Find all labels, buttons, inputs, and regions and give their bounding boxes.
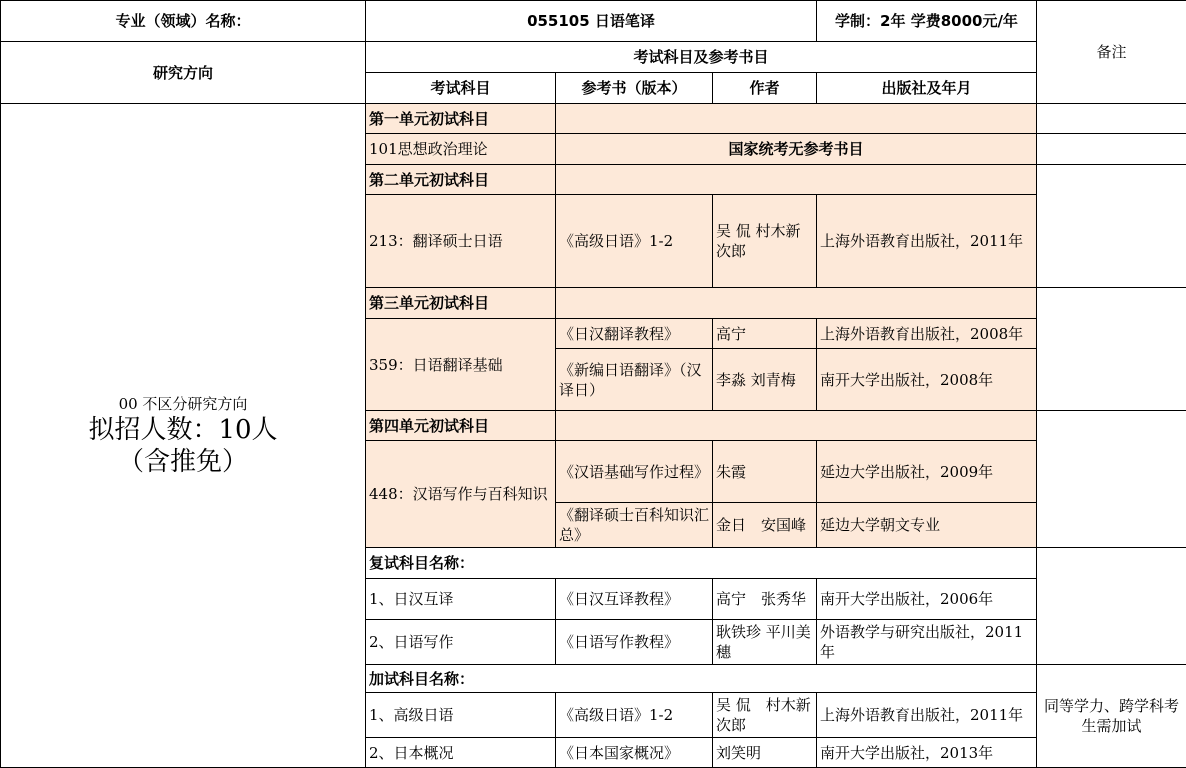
direction-cell: [1, 104, 366, 768]
extra-book-1: 《高级日语》1-2: [556, 693, 713, 738]
extra-remark: 同等学力、跨学科考生需加试: [1037, 665, 1186, 768]
unit3-title: 第三单元初试科目: [366, 288, 556, 319]
unit3-book-1: 《日汉翻译教程》: [556, 319, 713, 349]
unit2-book: 《高级日语》1-2: [556, 195, 713, 288]
unit4-subject: 448：汉语写作与百科知识: [366, 441, 556, 548]
retest-subject-2: 2、日语写作: [366, 620, 556, 665]
unit1-subject: 101思想政治理论: [366, 134, 556, 165]
unit3-title-fill: [556, 288, 1037, 319]
unit1-title-fill: [556, 104, 1037, 134]
unit4-author-2: 金日 安国峰: [713, 503, 817, 548]
retest-publisher-2: 外语教学与研究出版社，2011年: [817, 620, 1037, 665]
unit1-title: 第一单元初试科目: [366, 104, 556, 134]
unit4-publisher-1: 延边大学出版社，2009年: [817, 441, 1037, 503]
remark-cell: [1037, 288, 1186, 411]
unit4-book-2: 《翻译硕士百科知识汇总》: [556, 503, 713, 548]
unit4-book-1: 《汉语基础写作过程》: [556, 441, 713, 503]
retest-subject-1: 1、日汉互译: [366, 579, 556, 620]
extra-subject-2: 2、日本概况: [366, 738, 556, 768]
col-book-header: 参考书（版本）: [556, 73, 713, 104]
remark-cell: [1037, 165, 1186, 288]
unit2-subject: 213：翻译硕士日语: [366, 195, 556, 288]
unit3-publisher-2: 南开大学出版社，2008年: [817, 349, 1037, 411]
retest-publisher-1: 南开大学出版社，2006年: [817, 579, 1037, 620]
remark-header: 备注: [1037, 1, 1186, 104]
retest-author-1: 高宁 张秀华: [713, 579, 817, 620]
remark-cell: [1037, 134, 1186, 165]
retest-book-1: 《日汉互译教程》: [556, 579, 713, 620]
col-subject-header: 考试科目: [366, 73, 556, 104]
extra-title: 加试科目名称：: [366, 665, 1037, 693]
unit3-subject: 359：日语翻译基础: [366, 319, 556, 411]
col-publisher-header: 出版社及年月: [817, 73, 1037, 104]
extra-publisher-1: 上海外语教育出版社，2011年: [817, 693, 1037, 738]
duration-fee: 学制：2年 学费8000元/年: [817, 1, 1037, 42]
exam-subjects-header: 考试科目及参考书目: [366, 42, 1037, 73]
unit4-publisher-2: 延边大学朝文专业: [817, 503, 1037, 548]
retest-book-2: 《日语写作教程》: [556, 620, 713, 665]
major-value: 055105 日语笔译: [366, 1, 817, 42]
unit4-author-1: 朱霞: [713, 441, 817, 503]
unit2-publisher: 上海外语教育出版社，2011年: [817, 195, 1037, 288]
unit1-note: 国家统考无参考书目: [556, 134, 1037, 165]
unit3-publisher-1: 上海外语教育出版社，2008年: [817, 319, 1037, 349]
unit4-title: 第四单元初试科目: [366, 411, 556, 441]
extra-publisher-2: 南开大学出版社，2013年: [817, 738, 1037, 768]
col-author-header: 作者: [713, 73, 817, 104]
retest-author-2: 耿铁珍 平川美穗: [713, 620, 817, 665]
extra-author-1: 吴 侃 村木新次郎: [713, 693, 817, 738]
unit3-author-1: 高宁: [713, 319, 817, 349]
extra-subject-1: 1、高级日语: [366, 693, 556, 738]
remark-cell: [1037, 548, 1186, 665]
major-label: 专业（领域）名称：: [1, 1, 366, 42]
remark-cell: [1037, 411, 1186, 548]
unit2-title-fill: [556, 165, 1037, 195]
unit3-author-2: 李淼 刘青梅: [713, 349, 817, 411]
remark-cell: [1037, 104, 1186, 134]
unit4-title-fill: [556, 411, 1037, 441]
retest-title: 复试科目名称：: [366, 548, 1037, 579]
quota-note: （含推免）: [4, 446, 362, 478]
unit3-book-2: 《新编日语翻译》（汉译日）: [556, 349, 713, 411]
unit2-title: 第二单元初试科目: [366, 165, 556, 195]
extra-author-2: 刘笑明: [713, 738, 817, 768]
unit2-author: 吴 侃 村木新次郎: [713, 195, 817, 288]
direction-name: 00 不区分研究方向: [4, 394, 362, 414]
quota-text: 拟招人数：10人: [4, 414, 362, 446]
research-direction-header: 研究方向: [1, 42, 366, 104]
extra-book-2: 《日本国家概况》: [556, 738, 713, 768]
